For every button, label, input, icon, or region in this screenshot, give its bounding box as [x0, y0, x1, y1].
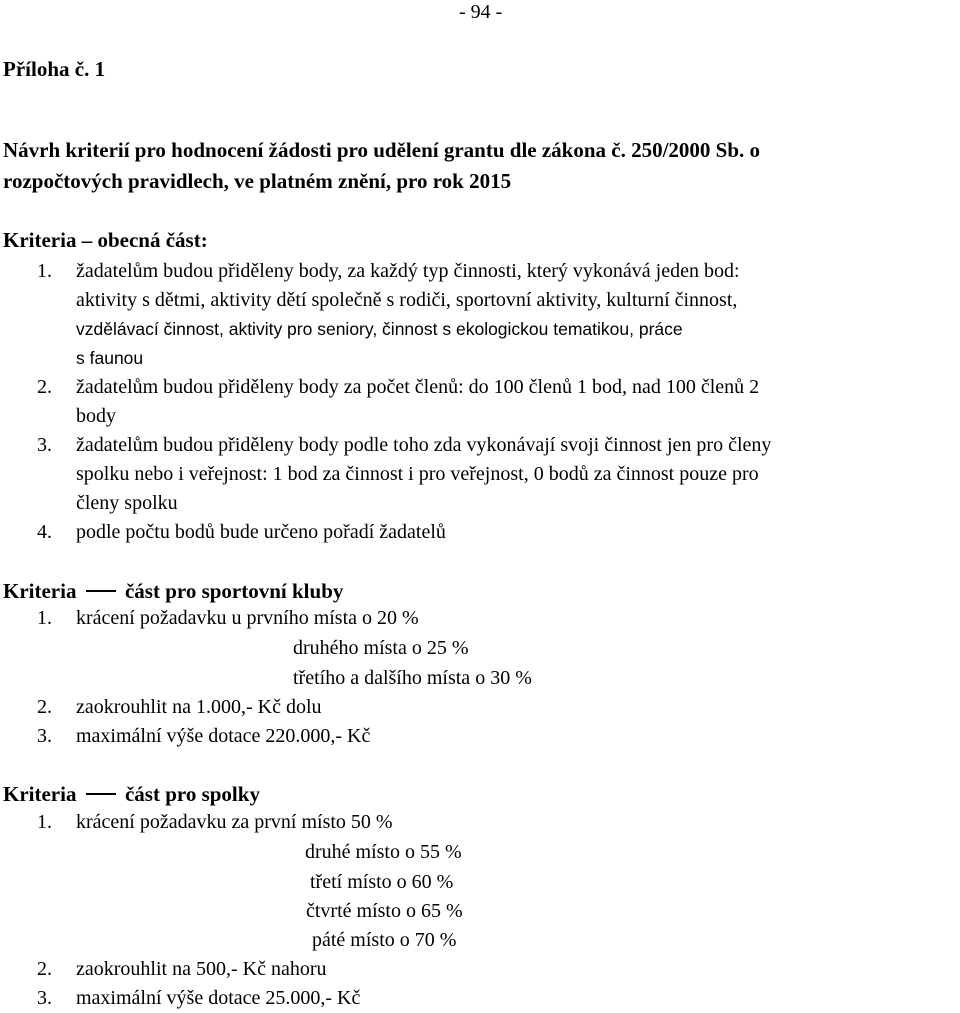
sports-heading-part-2: část pro sportovní kluby: [119, 579, 344, 603]
general-criteria-item-1: [37, 257, 957, 373]
list-item-line: body: [76, 405, 116, 427]
main-title-line-2: rozpočtových pravidlech, ve platném znění, pro rok 2015: [3, 169, 512, 193]
clubs-section-heading: [3, 780, 260, 809]
list-item-line: maximální výše dotace 25.000,- Kč: [76, 987, 361, 1009]
list-item-line: členy spolku: [76, 492, 178, 514]
list-number: 1.: [37, 607, 52, 629]
list-item-line: krácení požadavku u prvního místa o 20 %: [76, 607, 419, 629]
list-item-line: krácení požadavku za první místo 50 %: [76, 811, 393, 833]
general-criteria-list: [37, 257, 957, 547]
main-title-line-1: Návrh kriterií pro hodnocení žádosti pro udělení grantu dle zákona č. 250/2000 Sb. o: [3, 138, 761, 162]
list-item-line: třetí místo o 60 %: [310, 871, 454, 893]
list-number: 2.: [37, 958, 52, 980]
main-title: [3, 135, 953, 197]
list-number: 2.: [37, 376, 52, 398]
list-item-line: aktivity s dětmi, aktivity dětí společně s rodiči, sportovní aktivity, kulturní činnost,: [76, 289, 738, 311]
list-item-line: žadatelům budou přiděleny body podle toho zda vykonávají svoji činnost jen pro členy: [76, 434, 772, 456]
list-item-line: spolku nebo i veřejnost: 1 bod za činnost i pro veřejnost, 0 bodů za činnost pouze pro: [76, 463, 759, 485]
clubs-heading-part-1: Kriteria: [3, 782, 82, 806]
general-criteria-item-2: [37, 373, 957, 431]
list-item-line: zaokrouhlit na 1.000,- Kč dolu: [76, 696, 322, 718]
sports-section-heading: [3, 577, 343, 606]
list-item-line: druhé místo o 55 %: [305, 841, 462, 863]
list-item-line: čtvrté místo o 65 %: [306, 900, 463, 922]
heading-dash: [86, 590, 116, 592]
list-item-line: druhého místa o 25 %: [293, 637, 469, 659]
list-number: 4.: [37, 521, 52, 543]
list-number: 3.: [37, 434, 52, 456]
clubs-criteria-list: [37, 808, 957, 1013]
list-number: 2.: [37, 696, 52, 718]
clubs-heading-part-2: část pro spolky: [119, 782, 260, 806]
list-item-line: vzdělávací činnost, aktivity pro seniory, činnost s ekologickou tematikou, práce: [76, 319, 683, 339]
general-criteria-item-3: [37, 431, 957, 518]
list-item-line: s faunou: [76, 348, 144, 368]
list-item-line: páté místo o 70 %: [312, 929, 457, 951]
sports-heading-part-1: Kriteria: [3, 579, 82, 603]
list-item-line: žadatelům budou přiděleny body, za každý typ činnosti, který vykonává jeden bod:: [76, 260, 740, 282]
list-number: 1.: [37, 811, 52, 833]
heading-dash: [86, 793, 116, 795]
list-item-line: zaokrouhlit na 500,- Kč nahoru: [76, 958, 327, 980]
list-number: 3.: [37, 725, 52, 747]
page-number: - 94 -: [459, 1, 503, 23]
sports-criteria-list: [37, 604, 957, 754]
list-item-line: třetího a dalšího místa o 30 %: [293, 667, 532, 689]
list-item-line: podle počtu bodů bude určeno pořadí žadatelů: [76, 521, 446, 543]
general-criteria-item-4: [37, 518, 957, 547]
list-item-line: maximální výše dotace 220.000,- Kč: [76, 725, 371, 747]
general-section-heading: Kriteria – obecná část:: [3, 228, 208, 252]
list-item-line: žadatelům budou přiděleny body za počet členů: do 100 členů 1 bod, nad 100 členů 2: [76, 376, 760, 398]
list-number: 3.: [37, 987, 52, 1009]
list-number: 1.: [37, 260, 52, 282]
appendix-title: Příloha č. 1: [3, 57, 106, 81]
